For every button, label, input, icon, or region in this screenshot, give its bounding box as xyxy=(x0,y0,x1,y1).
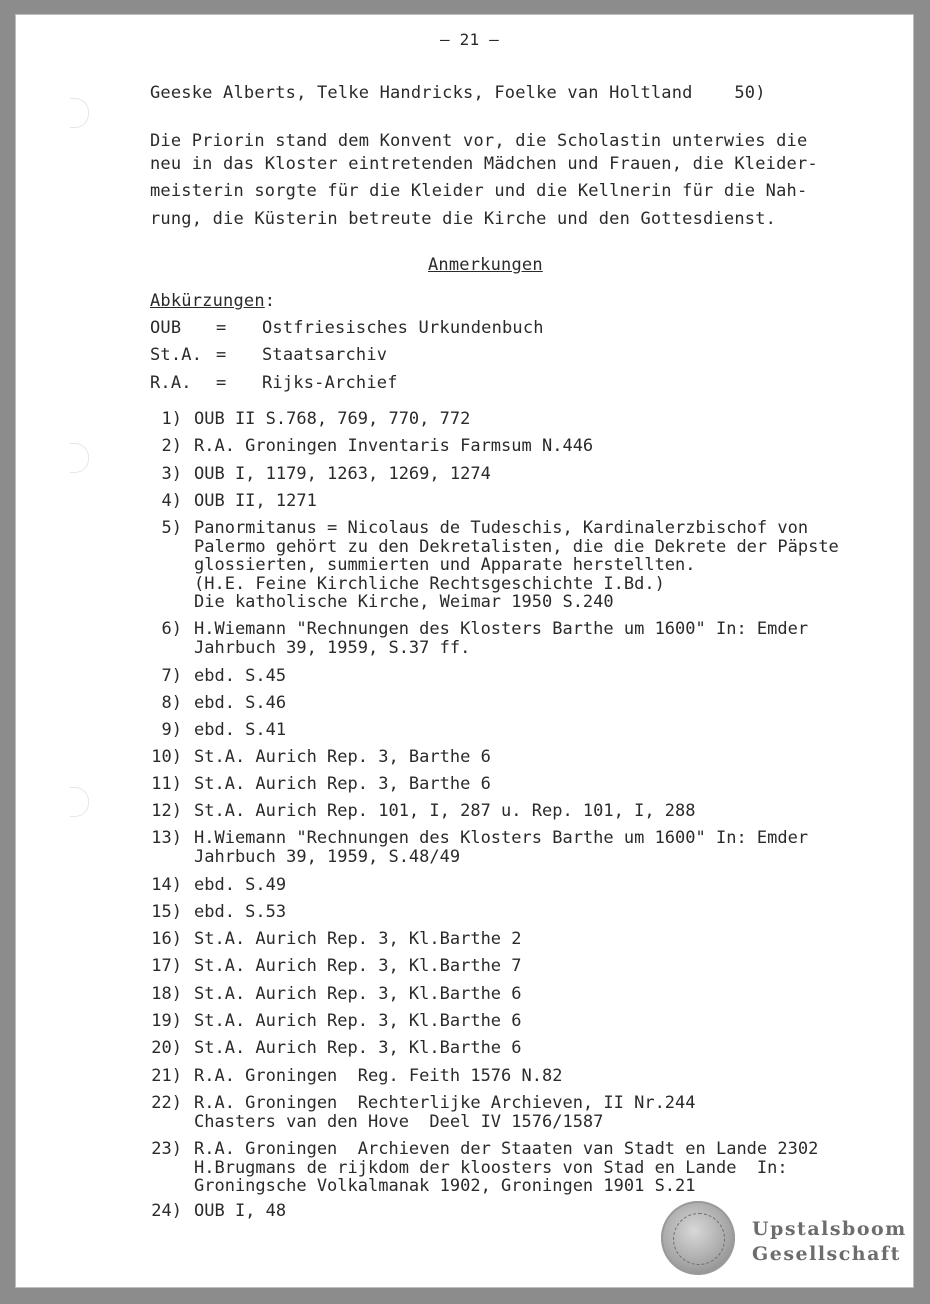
footnote-number: 14) xyxy=(151,875,182,895)
footnote-number: 10) xyxy=(151,747,182,767)
footnote-text: ebd. S.45 xyxy=(194,666,287,686)
paragraph-line: neu in das Kloster eintretenden Mädchen und Frauen, die Kleider- xyxy=(150,154,818,174)
abbreviation-meaning: Rijks-Archief xyxy=(262,373,398,393)
footnote-number: 20) xyxy=(151,1038,182,1058)
abbreviation-meaning: Ostfriesisches Urkundenbuch xyxy=(262,318,544,338)
paragraph-line: Die Priorin stand dem Konvent vor, die Scholastin unterwies die xyxy=(150,131,808,151)
footnote-number: 15) xyxy=(151,902,182,922)
footnote-number: 11) xyxy=(151,774,182,794)
footnote-text: St.A. Aurich Rep. 101, I, 287 u. Rep. 101, I, 288 xyxy=(194,801,696,821)
footnote-text: Groningsche Volkalmanak 1902, Groningen 1901 S.21 xyxy=(194,1176,696,1196)
footnote-number: 6) xyxy=(161,619,182,639)
footnote-text: St.A. Aurich Rep. 3, Barthe 6 xyxy=(194,747,491,767)
footnote-text: glossierten, summierten und Apparate herstellten. xyxy=(194,555,696,575)
footnote-text: St.A. Aurich Rep. 3, Kl.Barthe 6 xyxy=(194,984,522,1004)
footnote-text: Die katholische Kirche, Weimar 1950 S.240 xyxy=(194,592,614,612)
footnote-text: OUB II S.768, 769, 770, 772 xyxy=(194,409,471,429)
footnote-text: Jahrbuch 39, 1959, S.37 ff. xyxy=(194,637,471,658)
footnote-number: 4) xyxy=(161,491,182,511)
footnote-text: Chasters van den Hove Deel IV 1576/1587 xyxy=(194,1111,604,1132)
intro-line: Geeske Alberts, Telke Handricks, Foelke van Holtland 50) xyxy=(150,83,766,103)
abbreviation-code: R.A. xyxy=(150,373,192,393)
footnote-number: 5) xyxy=(161,518,182,538)
footnote-text: St.A. Aurich Rep. 3, Kl.Barthe 6 xyxy=(194,1011,522,1031)
footnote-text: (H.E. Feine Kirchliche Rechtsgeschichte I.Bd.) xyxy=(194,573,665,594)
footnote-number: 24) xyxy=(151,1201,182,1221)
footnote-number: 19) xyxy=(151,1011,182,1031)
paragraph-line: meisterin sorgte für die Kleider und die Kellnerin für die Nah- xyxy=(150,181,808,201)
footnote-number: 18) xyxy=(151,984,182,1004)
footnote-text: St.A. Aurich Rep. 3, Barthe 6 xyxy=(194,774,491,794)
abbreviations-heading xyxy=(150,292,275,311)
footnote-text: OUB I, 1179, 1263, 1269, 1274 xyxy=(194,464,491,484)
footnote-number: 2) xyxy=(161,436,182,456)
notes-heading: Anmerkungen xyxy=(428,255,543,275)
abbreviation-equals: = xyxy=(216,373,227,393)
footnote-text: ebd. S.53 xyxy=(194,902,287,922)
logo-line-2: Gesellschaft xyxy=(752,1243,901,1265)
footnote-text: H.Wiemann "Rechnungen des Klosters Barthe um 1600" In: Emder xyxy=(194,619,809,639)
footnote-text: OUB I, 48 xyxy=(194,1201,287,1221)
footnote-number: 16) xyxy=(151,929,182,949)
footnote-text: ebd. S.41 xyxy=(194,720,287,740)
footnote-number: 3) xyxy=(161,464,182,484)
page-number: — 21 — xyxy=(440,30,499,49)
footnote-text: Panormitanus = Nicolaus de Tudeschis, Kardinalerzbischof von xyxy=(194,518,809,538)
footnote-text: R.A. Groningen Archieven der Staaten van Stadt en Lande 2302 xyxy=(194,1139,819,1159)
abbreviations-heading-text: Abkürzungen xyxy=(150,291,265,311)
footnote-text: R.A. Groningen Rechterlijke Archieven, II Nr.244 xyxy=(194,1093,696,1113)
abbreviation-code: St.A. xyxy=(150,345,203,365)
footnote-number: 22) xyxy=(151,1093,182,1113)
footnote-number: 12) xyxy=(151,801,182,821)
footnote-text: OUB II, 1271 xyxy=(194,491,317,511)
footnote-text: R.A. Groningen Reg. Feith 1576 N.82 xyxy=(194,1066,563,1086)
footnote-number: 23) xyxy=(151,1139,182,1159)
footnote-text: H.Brugmans de rijkdom der kloosters von Stad en Lande In: xyxy=(194,1157,788,1178)
logo-line-1: Upstalsboom xyxy=(752,1218,907,1240)
footnote-number: 13) xyxy=(151,828,182,848)
footnote-text: St.A. Aurich Rep. 3, Kl.Barthe 2 xyxy=(194,929,522,949)
footnote-text: R.A. Groningen Inventaris Farmsum N.446 xyxy=(194,436,594,456)
footnote-text: ebd. S.46 xyxy=(194,693,287,713)
footnote-text: St.A. Aurich Rep. 3, Kl.Barthe 6 xyxy=(194,1038,522,1058)
footnote-number: 8) xyxy=(161,693,182,713)
footnote-text: H.Wiemann "Rechnungen des Klosters Barthe um 1600" In: Emder xyxy=(194,828,809,848)
paragraph-line: rung, die Küsterin betreute die Kirche und den Gottesdienst. xyxy=(150,209,777,229)
society-seal xyxy=(661,1201,735,1275)
footnote-number: 9) xyxy=(161,720,182,740)
abbreviations-heading-colon: : xyxy=(264,291,276,311)
footnote-text: Palermo gehört zu den Dekretalisten, die die Dekrete der Päpste xyxy=(194,536,839,557)
abbreviation-code: OUB xyxy=(150,318,182,338)
footnote-number: 1) xyxy=(161,409,182,429)
footnote-text: Jahrbuch 39, 1959, S.48/49 xyxy=(194,846,461,867)
footnote-number: 17) xyxy=(151,956,182,976)
abbreviation-meaning: Staatsarchiv xyxy=(262,345,388,365)
abbreviation-equals: = xyxy=(216,318,227,338)
footnote-text: ebd. S.49 xyxy=(194,875,287,895)
footnote-number: 21) xyxy=(151,1066,182,1086)
footnote-text: St.A. Aurich Rep. 3, Kl.Barthe 7 xyxy=(194,956,522,976)
footnote-number: 7) xyxy=(161,666,182,686)
abbreviation-equals: = xyxy=(216,345,227,365)
